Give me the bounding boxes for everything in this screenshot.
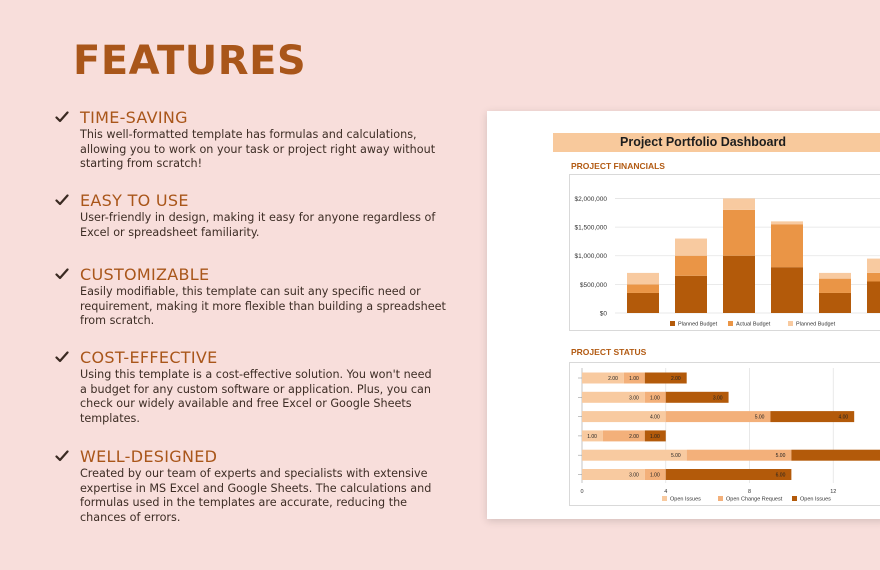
bar-segment — [819, 279, 851, 293]
feature-description-line: Easily modifiable, this template can suit any specific need or — [80, 285, 421, 298]
feature-description — [80, 285, 460, 329]
legend-label: Actual Budget — [736, 321, 771, 328]
bar-segment — [867, 282, 880, 314]
bar-segment — [723, 210, 755, 256]
feature-description-line: requirement, making it more flexible than building a spreadsheet — [80, 299, 446, 313]
y-tick-label: $1,500,000 — [574, 224, 607, 232]
x-tick-label: 0 — [580, 489, 584, 495]
legend-swatch — [718, 496, 723, 501]
feature-description-line: Using this template is a cost-effective solution. You won't need — [80, 368, 432, 381]
legend-label: Planned Budget — [678, 321, 718, 328]
bar-segment — [627, 273, 659, 284]
financials-chart-box — [569, 174, 880, 331]
y-tick-label: $1,000,000 — [574, 253, 607, 261]
x-tick-label: 8 — [747, 489, 752, 495]
bar-segment — [771, 221, 803, 224]
data-label: 1.00 — [629, 376, 639, 382]
check-icon — [55, 449, 69, 463]
bar-segment — [723, 198, 755, 209]
bar-segment — [771, 224, 803, 267]
legend-label: Open Issues — [800, 496, 831, 503]
feature-description — [80, 211, 460, 240]
legend-swatch — [728, 321, 733, 326]
status-chart — [570, 363, 880, 505]
data-label: 5.00 — [754, 414, 765, 421]
feature-description-line: expertise in MS Excel and Google Sheets. The calculations and — [80, 481, 432, 495]
bar-segment — [867, 259, 880, 273]
financials-label: PROJECT FINANCIALS — [571, 161, 665, 171]
legend-label: Open Change Request — [726, 496, 783, 503]
feature-description — [80, 467, 460, 525]
y-tick-label: $0 — [599, 310, 607, 318]
feature-description-line: a budget for any custom software or application. Plus, you can — [80, 382, 431, 396]
feature-description-line: This well-formatted template has formulas and calculations, — [80, 128, 417, 141]
check-icon — [55, 267, 69, 281]
bar-segment — [723, 256, 755, 313]
bar-segment — [627, 293, 659, 313]
data-label: 1.00 — [650, 472, 660, 479]
bar-segment — [675, 239, 707, 256]
financials-chart — [570, 175, 880, 330]
status-label: PROJECT STATUS — [571, 347, 647, 357]
data-label: 4.00 — [838, 414, 849, 421]
bar-segment — [675, 256, 707, 276]
data-label: 2.00 — [629, 433, 639, 440]
feature-description-line: Excel or spreadsheet familiarity. — [80, 225, 260, 239]
feature-title: EASY TO USE — [80, 191, 189, 210]
check-icon — [55, 193, 69, 207]
data-label: 3.00 — [629, 395, 639, 402]
feature-title: TIME-SAVING — [80, 108, 188, 127]
bar-segment — [627, 284, 659, 293]
data-label: 1.00 — [587, 433, 597, 440]
status-chart-box — [569, 362, 880, 506]
check-icon — [55, 110, 69, 124]
legend-label: Planned Budget — [796, 321, 836, 328]
bar-segment — [791, 450, 880, 461]
feature-description-line: formulas used in the templates are accurate, reducing the — [80, 496, 408, 510]
data-label: 5.00 — [775, 453, 786, 460]
y-tick-label: $500,000 — [579, 281, 607, 289]
feature-description-line: chances of errors. — [80, 510, 181, 524]
data-label: 2.00 — [608, 376, 618, 382]
dashboard-preview — [487, 111, 880, 519]
feature-description-line: from scratch. — [80, 314, 155, 328]
data-label: 5.00 — [670, 453, 681, 460]
x-tick-label: 12 — [830, 489, 837, 495]
y-tick-label: $2,000,000 — [574, 195, 607, 203]
check-icon — [55, 350, 69, 364]
legend-swatch — [792, 496, 797, 501]
feature-description-line: User-friendly in design, making it easy for anyone regardless of — [80, 211, 436, 224]
legend-swatch — [662, 496, 667, 501]
feature-title: WELL-DESIGNED — [80, 447, 218, 466]
data-label: 6.00 — [775, 472, 786, 479]
data-label: 4.00 — [650, 414, 660, 421]
feature-description-line: allowing you to work on your task or project right away without — [80, 142, 436, 156]
data-label: 3.00 — [712, 395, 723, 402]
legend-label: Open Issues — [670, 496, 701, 503]
data-label: 2.00 — [670, 376, 681, 382]
bar-segment — [819, 293, 851, 313]
bar-segment — [771, 267, 803, 313]
feature-title: CUSTOMIZABLE — [80, 265, 210, 284]
legend-swatch — [670, 321, 675, 326]
page-title: FEATURES — [73, 38, 307, 84]
feature-description-line: Created by our team of experts and specialists with extensive — [80, 467, 428, 480]
data-label: 1.00 — [650, 395, 660, 402]
bar-segment — [666, 469, 792, 480]
feature-description-line: starting from scratch! — [80, 157, 203, 171]
x-tick-label: 4 — [664, 489, 668, 495]
dashboard-title-bar — [553, 133, 880, 152]
data-label: 1.00 — [650, 433, 660, 440]
data-label: 3.00 — [629, 472, 639, 479]
feature-description-line: check our widely available and free Excel or Google Sheets — [80, 397, 412, 411]
feature-title: COST-EFFECTIVE — [80, 348, 218, 367]
feature-description-line: templates. — [80, 411, 140, 425]
bar-segment — [675, 276, 707, 313]
legend-swatch — [788, 321, 793, 326]
bar-segment — [867, 273, 880, 282]
dashboard-title: Project Portfolio Dashboard — [620, 135, 786, 149]
feature-description — [80, 368, 460, 426]
bar-segment — [819, 273, 851, 279]
feature-description — [80, 128, 460, 172]
